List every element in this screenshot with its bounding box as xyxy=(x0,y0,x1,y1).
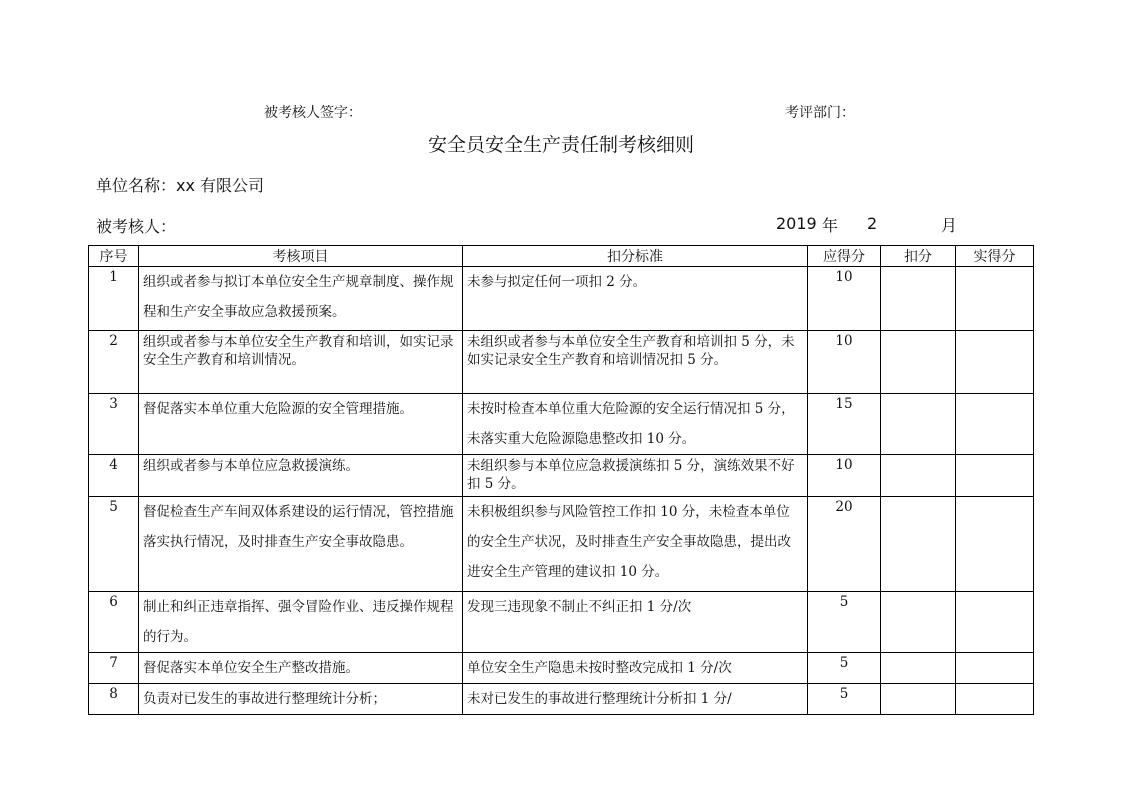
table-row xyxy=(89,684,1034,715)
deducted-score[interactable] xyxy=(881,455,956,497)
assessment-item: 督促检查生产车间双体系建设的运行情况，管控措施落实执行情况，及时排查生产安全事故隐患。 xyxy=(139,497,463,592)
col-header-criteria: 扣分标准 xyxy=(463,246,808,267)
full-score: 20 xyxy=(808,497,881,592)
deduction-criteria: 单位安全生产隐患未按时整改完成扣 1 分/次 xyxy=(463,653,808,684)
table-row xyxy=(89,267,1034,331)
examinee-signature-label: 被考核人签字： xyxy=(264,105,362,121)
full-score: 10 xyxy=(808,267,881,331)
deducted-score[interactable] xyxy=(881,394,956,455)
deduction-criteria: 未组织或者参与本单位安全生产教育和培训扣 5 分，未如实记录安全生产教育和培训情况扣 5 分。 xyxy=(463,331,808,394)
actual-score[interactable] xyxy=(956,331,1034,394)
table-row xyxy=(89,331,1034,394)
page-title: 安全员安全生产责任制考核细则 xyxy=(427,134,694,156)
row-number: 5 xyxy=(89,497,139,592)
table-row xyxy=(89,653,1034,684)
actual-score[interactable] xyxy=(956,592,1034,653)
deduction-criteria: 未按时检查本单位重大危险源的安全运行情况扣 5 分，未落实重大危险源隐患整改扣 10 分。 xyxy=(463,394,808,455)
assessment-item: 组织或者参与本单位安全生产教育和培训，如实记录安全生产教育和培训情况。 xyxy=(139,331,463,394)
unit-name: 单位名称：xx 有限公司 xyxy=(96,176,265,195)
deduction-criteria: 未积极组织参与风险管控工作扣 10 分，未检查本单位的安全生产状况，及时排查生产安全事故隐患，提出改进安全生产管理的建议扣 10 分。 xyxy=(463,497,808,592)
actual-score[interactable] xyxy=(956,653,1034,684)
col-header-no: 序号 xyxy=(89,246,139,267)
examinee-label: 被考核人： xyxy=(96,217,177,236)
col-header-actual: 实得分 xyxy=(956,246,1034,267)
deducted-score[interactable] xyxy=(881,684,956,715)
full-score: 5 xyxy=(808,684,881,715)
deduction-criteria: 发现三违现象不制止不纠正扣 1 分/次 xyxy=(463,592,808,653)
table-row xyxy=(89,497,1034,592)
full-score: 5 xyxy=(808,592,881,653)
col-header-item: 考核项目 xyxy=(139,246,463,267)
month-label: 月 xyxy=(941,216,958,235)
col-header-deduct: 扣分 xyxy=(881,246,956,267)
deduction-criteria: 未组织参与本单位应急救援演练扣 5 分，演练效果不好扣 5 分。 xyxy=(463,455,808,497)
year-label: 年 xyxy=(822,216,839,235)
assessment-table xyxy=(88,245,1034,715)
table-row xyxy=(89,455,1034,497)
full-score: 15 xyxy=(808,394,881,455)
actual-score[interactable] xyxy=(956,497,1034,592)
table-row xyxy=(89,592,1034,653)
year-value: 2019 xyxy=(776,214,817,233)
row-number: 3 xyxy=(89,394,139,455)
table-row xyxy=(89,394,1034,455)
col-header-score: 应得分 xyxy=(808,246,881,267)
assessment-item: 制止和纠正违章指挥、强令冒险作业、违反操作规程的行为。 xyxy=(139,592,463,653)
full-score: 10 xyxy=(808,331,881,394)
deducted-score[interactable] xyxy=(881,653,956,684)
assessment-item: 组织或者参与本单位应急救援演练。 xyxy=(139,455,463,497)
actual-score[interactable] xyxy=(956,267,1034,331)
full-score: 5 xyxy=(808,653,881,684)
assessment-item: 组织或者参与拟订本单位安全生产规章制度、操作规程和生产安全事故应急救援预案。 xyxy=(139,267,463,331)
actual-score[interactable] xyxy=(956,394,1034,455)
row-number: 8 xyxy=(89,684,139,715)
assessment-item: 督促落实本单位重大危险源的安全管理措施。 xyxy=(139,394,463,455)
deducted-score[interactable] xyxy=(881,592,956,653)
row-number: 4 xyxy=(89,455,139,497)
deduction-criteria: 未参与拟定任何一项扣 2 分。 xyxy=(463,267,808,331)
month-value: 2 xyxy=(867,214,878,233)
actual-score[interactable] xyxy=(956,455,1034,497)
row-number: 2 xyxy=(89,331,139,394)
full-score: 10 xyxy=(808,455,881,497)
deducted-score[interactable] xyxy=(881,331,956,394)
deducted-score[interactable] xyxy=(881,497,956,592)
deducted-score[interactable] xyxy=(881,267,956,331)
row-number: 7 xyxy=(89,653,139,684)
assessment-item: 负责对已发生的事故进行整理统计分析； xyxy=(139,684,463,715)
row-number: 1 xyxy=(89,267,139,331)
department-label: 考评部门： xyxy=(785,105,855,121)
actual-score[interactable] xyxy=(956,684,1034,715)
assessment-item: 督促落实本单位安全生产整改措施。 xyxy=(139,653,463,684)
row-number: 6 xyxy=(89,592,139,653)
deduction-criteria: 未对已发生的事故进行整理统计分析扣 1 分/ xyxy=(463,684,808,715)
table-header-row xyxy=(89,246,1034,267)
